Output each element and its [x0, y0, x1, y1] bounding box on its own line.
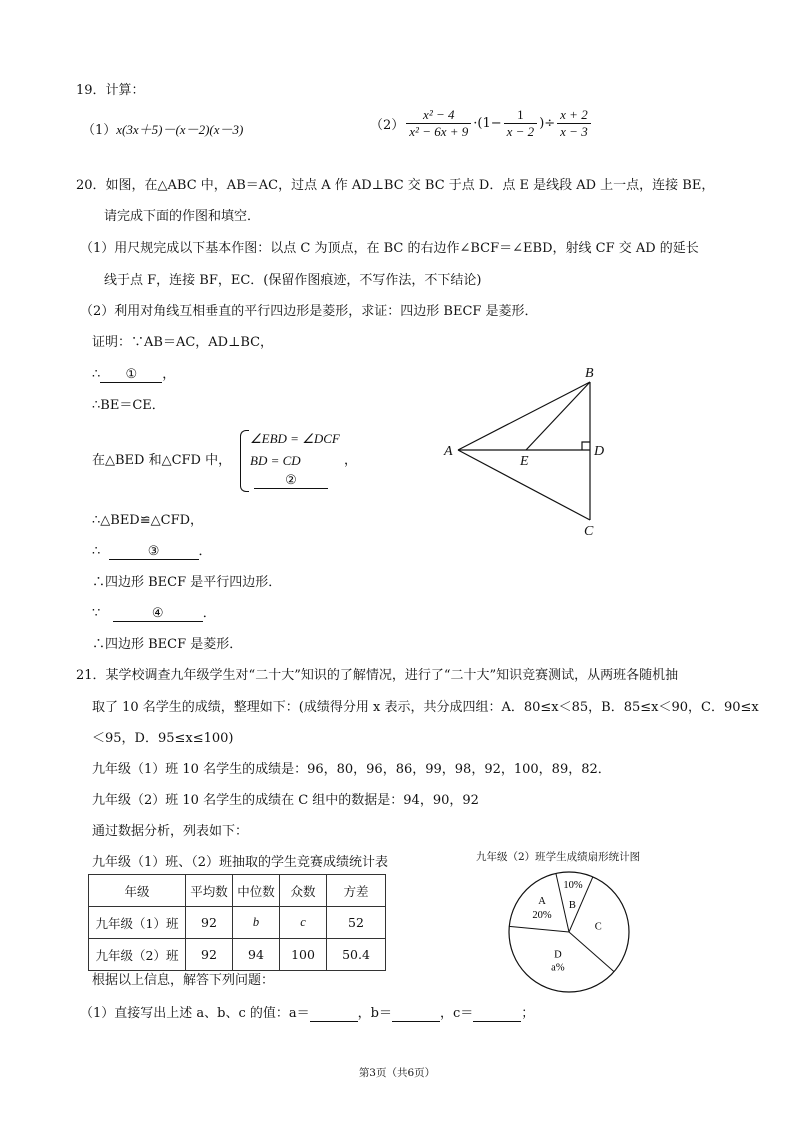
q21-after-table: 根据以上信息，解答下列问题： [92, 973, 275, 988]
header-median: 中位数 [233, 875, 280, 907]
cell: b [233, 907, 280, 939]
because-symbol: ∵ [92, 606, 101, 621]
cell: 九年级（2）班 [89, 939, 186, 971]
cell: 100 [280, 939, 327, 971]
system-brace [240, 430, 249, 492]
q19-part1-label: （1） [82, 123, 117, 138]
comma: ， [162, 367, 176, 382]
header-grade: 年级 [89, 875, 186, 907]
table-row [89, 939, 386, 971]
q19-fraction-1-denominator: x² − 6x + 9 [409, 124, 469, 139]
cell: 94 [233, 939, 280, 971]
cell: 92 [186, 939, 233, 971]
pie-label-a: A [538, 896, 546, 908]
pie-chart [505, 868, 635, 998]
label-a: A [444, 444, 453, 459]
q21-class1-scores: 九年级（1）班 10 名学生的成绩是：96，80，96，86，99，98，92，100，89，82． [92, 762, 611, 777]
cell: 九年级（1）班 [89, 907, 186, 939]
cell: c [280, 907, 327, 939]
system-comma: ， [344, 453, 358, 468]
blank-b[interactable] [392, 1007, 440, 1022]
proof-step-7: ∴四边形 BECF 是平行四边形． [92, 575, 282, 590]
proof-step-1: 证明：∵AB＝AC，AD⊥BC， [92, 335, 274, 350]
table-row [89, 907, 386, 939]
pie-label-d-percent: a% [551, 962, 565, 974]
blank-2[interactable]: ② [254, 474, 328, 489]
header-mode: 众数 [280, 875, 327, 907]
period: ． [198, 544, 212, 559]
q20-part1-line2: 线于点 F，连接 BF，EC．(保留作图痕迹，不写作法，不下结论) [104, 273, 482, 288]
q21-line2: 取了 10 名学生的成绩，整理如下：(成绩得分用 x 表示，共分成四组：A．80≤x＜85，B．85≤x＜90，C．90≤x [92, 700, 759, 715]
header-variance: 方差 [327, 875, 386, 907]
blank-4[interactable]: ④ [113, 607, 203, 622]
proof-step-9: ∴四边形 BECF 是菱形． [92, 637, 243, 652]
pie-chart-title: 九年级（2）班学生成绩扇形统计图 [476, 851, 641, 863]
proof-step-3: ∴BE＝CE． [92, 398, 165, 413]
table-header-row [89, 875, 386, 907]
segment-ab [458, 382, 590, 450]
period: ． [202, 606, 216, 621]
q20-line2: 请完成下面的作图和填空． [104, 209, 261, 224]
q19-middle-op: ·(1− [473, 116, 502, 131]
proof-step-2 [92, 366, 175, 384]
table-title: 九年级（1）班、（2）班抽取的学生竞赛成绩统计表 [92, 855, 389, 870]
q19-fraction-1 [406, 107, 471, 140]
cell: 92 [186, 907, 233, 939]
blank-a[interactable] [310, 1007, 358, 1022]
system-line-2: BD = CD [250, 453, 301, 468]
pie-label-b-percent: 10% [563, 880, 583, 892]
therefore-symbol: ∴ [92, 367, 101, 382]
pie-label-b: B [568, 900, 576, 912]
cell: 50.4 [327, 939, 386, 971]
q20-line1: 20．如图，在△ABC 中，AB＝AC，过点 A 作 AD⊥BC 交 BC 于点 D．点 E 是线段 AD 上一点，连接 BE， [76, 178, 715, 193]
cell: 52 [327, 907, 386, 939]
q21-part1-end: ； [521, 1006, 535, 1021]
segment-be [526, 382, 590, 450]
label-d: D [594, 444, 605, 459]
q19-part2-label: （2） [370, 118, 405, 133]
q21-part1 [80, 1005, 534, 1023]
q21-part1-text: （1）直接写出上述 a、b、c 的值：a＝ [80, 1006, 310, 1021]
pie-label-c: C [594, 921, 602, 933]
q21-intro: 通过数据分析，列表如下： [92, 824, 249, 839]
q19-fraction-2-numerator: 1 [504, 107, 538, 124]
q19-fraction-1-numerator: x² − 4 [406, 107, 471, 124]
q19-close-op: )÷ [539, 116, 556, 131]
q19-fraction-3-numerator: x + 2 [557, 107, 591, 124]
q19-title: 19．计算： [76, 83, 145, 98]
system-line-1: ∠EBD = ∠DCF [250, 431, 340, 446]
q19-fraction-3 [557, 107, 591, 140]
q21-line1: 21．某学校调查九年级学生对“二十大”知识的了解情况，进行了“二十大”知识竞赛测试，从两班各随机抽 [76, 668, 679, 683]
header-mean: 平均数 [186, 875, 233, 907]
label-e: E [520, 454, 529, 469]
page-footer: 第3页（共6页） [358, 1067, 436, 1079]
label-b: B [585, 366, 594, 381]
q19-fraction-2 [504, 107, 538, 140]
system-line-3 [254, 472, 328, 490]
q19-fraction-3-denominator: x − 3 [560, 124, 588, 139]
therefore-symbol: ∴ [92, 544, 101, 559]
proof-step-4: 在△BED 和△CFD 中， [92, 453, 232, 468]
proof-step-6 [92, 543, 212, 561]
triangle-figure [430, 360, 620, 540]
q21-part1-b: ，b＝ [357, 1006, 392, 1021]
blank-c[interactable] [473, 1007, 521, 1022]
blank-3[interactable]: ③ [109, 545, 199, 560]
proof-step-5: ∴△BED≌△CFD， [92, 513, 204, 528]
label-c: C [584, 524, 594, 539]
q19-part2 [370, 107, 593, 140]
q21-line3: ＜95，D．95≤x≤100) [92, 731, 234, 746]
q19-part1-expression: x(3x＋5)－(x－2)(x－3) [116, 122, 244, 137]
q19-fraction-2-denominator: x − 2 [506, 124, 535, 139]
q21-class2-scores: 九年级（2）班 10 名学生的成绩在 C 组中的数据是：94，90，92 [92, 793, 479, 808]
stats-table [88, 874, 386, 971]
q21-part1-c: ，c＝ [439, 1006, 474, 1021]
q20-part2: （2）利用对角线互相垂直的平行四边形是菱形，求证：四边形 BECF 是菱形． [80, 304, 538, 319]
blank-1[interactable]: ① [100, 368, 162, 383]
pie-label-a-percent: 20% [532, 910, 552, 922]
q19-part1 [82, 121, 243, 140]
proof-step-8 [92, 605, 216, 623]
q20-part1-line1: （1）用尺规完成以下基本作图：以点 C 为顶点，在 BC 的右边作∠BCF＝∠EBD，射线 CF 交 AD 的延长 [80, 241, 699, 256]
right-angle-mark [582, 442, 590, 450]
pie-label-d: D [554, 949, 562, 961]
